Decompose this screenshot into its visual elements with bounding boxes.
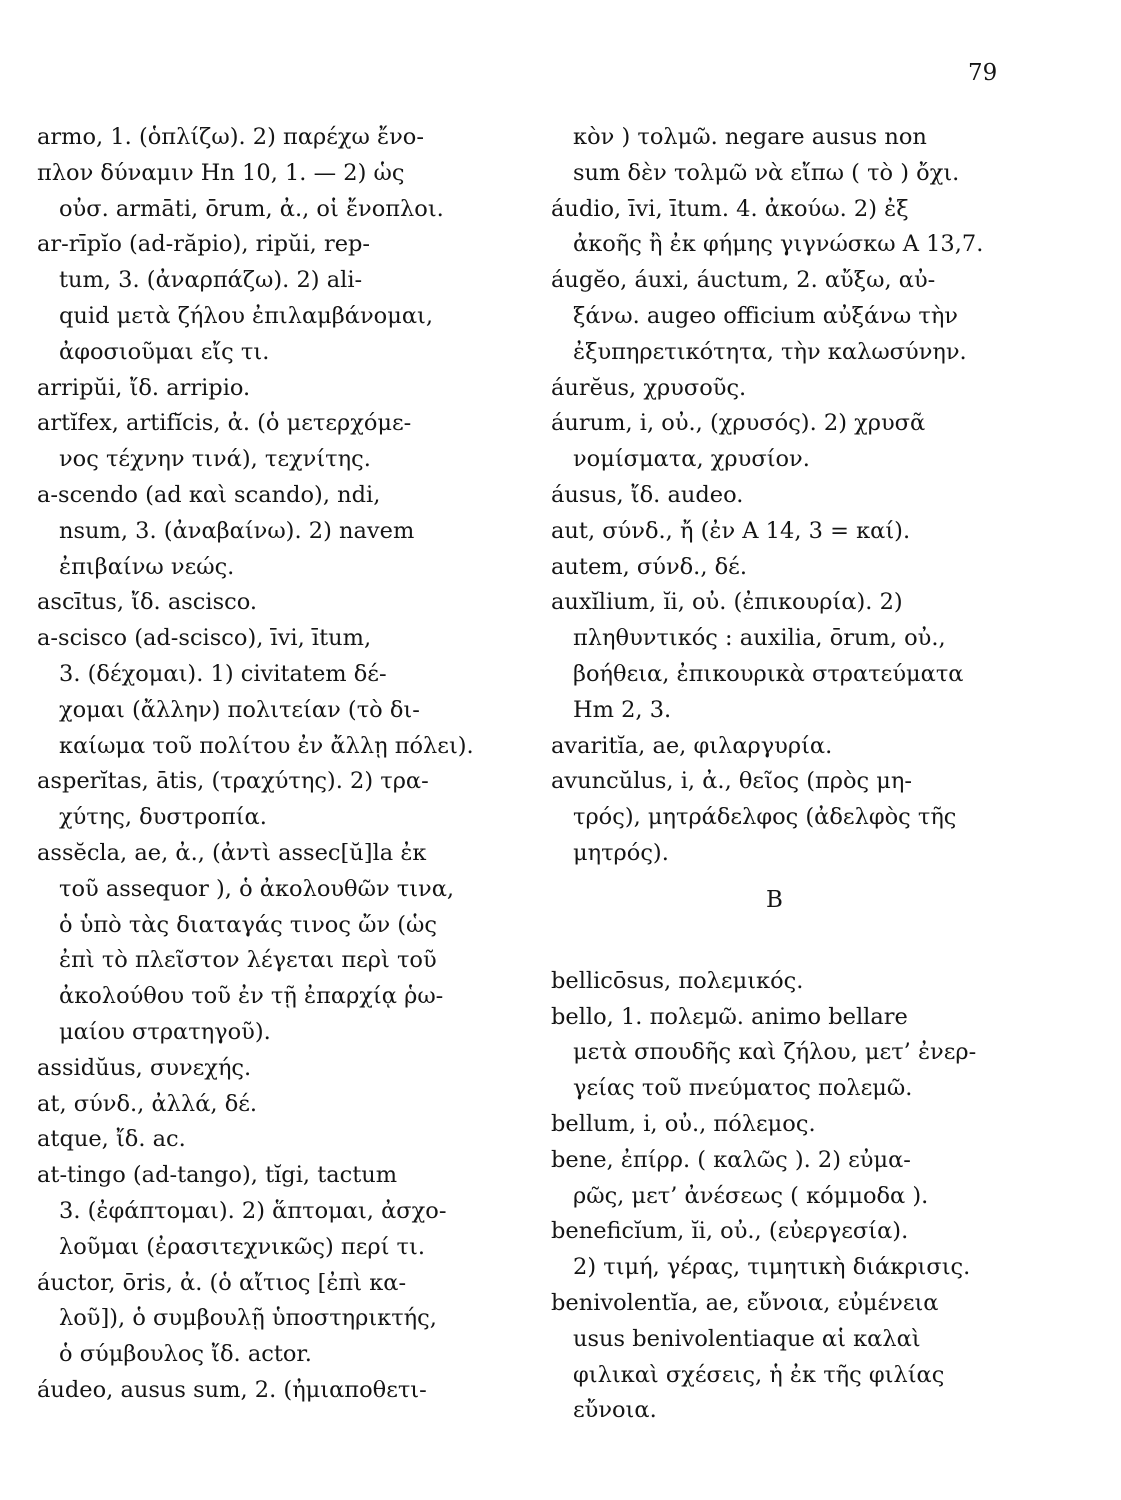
entry-headword-line: áurum, i, οὐ., (χρυσός). 2) χρυσᾶ xyxy=(551,410,926,437)
entry-headword-line: áurĕus, χρυσοῦς. xyxy=(551,374,747,401)
entry-continuation-line: ἀκολούθου τοῦ ἐν τῇ ἐπαρχίᾳ ῥω- xyxy=(59,983,444,1010)
entry-headword-line: a-scisco (ad-scisco), īvi, ītum, xyxy=(37,625,372,652)
entry-headword-line: áusus, ἴδ. audeo. xyxy=(551,481,744,508)
entry-continuation-line: ἀκοῆς ἢ ἐκ φήμης γιγνώσκω A 13,7. xyxy=(573,231,984,258)
entry-headword-line: ar-rīpĭo (ad-răpio), ripŭi, rep- xyxy=(37,231,371,258)
entry-continuation-line: tum, 3. (ἀναρπάζω). 2) ali- xyxy=(59,267,363,294)
entry-headword-line: aut, σύνδ., ἤ (ἐν A 14, 3 = καί). xyxy=(551,517,911,544)
entry-continuation-line: ἐξυπηρετικότητα, τὴν καλωσύνην. xyxy=(573,338,967,365)
entry-headword-line: áuctor, ōris, ἀ. (ὁ αἴτιος [ἐπὶ κα- xyxy=(37,1269,407,1296)
entry-headword-line: áugĕo, áuxi, áuctum, 2. αὔξω, αὐ- xyxy=(551,267,936,294)
entry-continuation-line: usus benivolentiaque αἱ καλαὶ xyxy=(573,1325,921,1352)
entry-continuation-line: nsum, 3. (ἀναβαίνω). 2) navem xyxy=(59,517,415,544)
entry-headword-line: atque, ἴδ. ac. xyxy=(37,1126,186,1153)
entry-headword-line: benivolentĭa, ae, εὔνοια, εὐμένεια xyxy=(551,1289,939,1316)
entry-continuation-line: μετὰ σπουδῆς καὶ ζήλου, μετ’ ἐνερ- xyxy=(573,1039,977,1066)
entry-continuation-line: εὔνοια. xyxy=(573,1397,657,1424)
entry-continuation-line: χύτης, δυστροπία. xyxy=(59,804,267,831)
right-column-entries-a xyxy=(551,120,998,872)
entry-headword-line: asperĭtas, ātis, (τραχύτης). 2) τρα- xyxy=(37,768,429,795)
entry-continuation-line: ἐπιβαίνω νεώς. xyxy=(59,553,235,580)
entry-continuation-line: βοήθεια, ἐπικουρικὰ στρατεύματα xyxy=(573,660,964,687)
entry-continuation-line: φιλικαὶ σχέσεις, ἡ ἐκ τῆς φιλίας xyxy=(573,1361,945,1388)
page-number: 79 xyxy=(968,60,998,86)
entry-headword-line: beneficĭum, ĭi, οὐ., (εὐεργεσία). xyxy=(551,1218,909,1245)
left-column xyxy=(37,120,520,1409)
right-column xyxy=(551,120,998,1429)
entry-continuation-line: quid μετὰ ζήλου ἐπιλαμβάνομαι, xyxy=(59,302,434,329)
entry-continuation-line: sum δὲν τολμῶ νὰ εἴπω ( τὸ ) ὄχι. xyxy=(573,159,960,186)
entry-continuation-line: 2) τιμή, γέρας, τιμητικὴ διάκρισις. xyxy=(573,1254,971,1281)
entry-continuation-line: ἐπὶ τὸ πλεῖστον λέγεται περὶ τοῦ xyxy=(59,947,437,974)
entry-headword-line: a-scendo (ad καὶ scando), ndi, xyxy=(37,481,381,508)
entry-continuation-line: μητρός). xyxy=(573,839,669,866)
entry-continuation-line: λοῦ]), ὁ συμβουλῇ ὑποστηρικτής, xyxy=(59,1305,437,1332)
entry-headword-line: ascītus, ἴδ. ascisco. xyxy=(37,589,258,616)
entry-continuation-line: νομίσματα, χρυσίον. xyxy=(573,446,810,473)
entry-continuation-line: ρῶς, μετ’ ἀνέσεως ( κόμμοδα ). xyxy=(573,1182,929,1209)
entry-continuation-line: ὁ ὑπὸ τὰς διαταγάς τινος ὤν (ὡς xyxy=(59,911,438,938)
entry-continuation-line: οὐσ. armāti, ōrum, ἀ., οἱ ἔνοπλοι. xyxy=(59,195,444,222)
entry-continuation-line: ἀφοσιοῦμαι εἴς τι. xyxy=(59,338,270,365)
entry-headword-line: assidŭus, συνεχής. xyxy=(37,1054,252,1081)
entry-headword-line: assĕcla, ae, ἀ., (ἀντὶ assec[ŭ]la ἐκ xyxy=(37,839,427,866)
entry-headword-line: armo, 1. (ὁπλίζω). 2) παρέχω ἔνο- xyxy=(37,124,424,150)
entry-continuation-line: καίωμα τοῦ πολίτου ἐν ἄλλῃ πόλει). xyxy=(59,732,474,759)
entry-headword-line: at-tingo (ad-tango), tĭgi, tactum xyxy=(37,1162,398,1189)
entry-headword-line: bellicōsus, πολεμικός. xyxy=(551,967,804,994)
entry-continuation-line: 3. (ἐφάπτομαι). 2) ἅπτομαι, ἀσχο- xyxy=(59,1197,447,1224)
entry-headword-line: áudeo, ausus sum, 2. (ἠμιαποθετι- xyxy=(37,1376,427,1403)
entry-headword-line: bello, 1. πολεμῶ. animo bellare xyxy=(551,1003,908,1030)
entry-continuation-line: κὸν ) τολμῶ. negare ausus non xyxy=(573,124,927,150)
section-spacer xyxy=(551,920,998,964)
entry-headword-line: áudio, īvi, ītum. 4. ἀκούω. 2) ἐξ xyxy=(551,195,909,222)
entry-continuation-line: τρός), μητράδελφος (ἀδελφὸς τῆς xyxy=(573,804,957,831)
entry-continuation-line: μαίου στρατηγοῦ). xyxy=(59,1018,271,1045)
entry-continuation-line: ξάνω. augeo officium αὐξάνω τὴν xyxy=(573,302,958,329)
entry-headword-line: artĭfex, artifĭcis, ἀ. (ὁ μετερχόμε- xyxy=(37,410,412,437)
entry-headword-line: at, σύνδ., ἀλλά, δέ. xyxy=(37,1090,258,1117)
right-column-entries-b xyxy=(551,964,998,1429)
entry-continuation-line: 3. (δέχομαι). 1) civitatem δέ- xyxy=(59,660,387,687)
entry-headword-line: πλον δύναμιν Hn 10, 1. — 2) ὡς xyxy=(37,159,405,186)
entry-continuation-line: Hm 2, 3. xyxy=(573,696,672,723)
entry-headword-line: bene, ἐπίρρ. ( καλῶς ). 2) εὐμα- xyxy=(551,1146,911,1173)
entry-headword-line: autem, σύνδ., δέ. xyxy=(551,553,747,580)
entry-continuation-line: πληθυντικός : auxilia, ōrum, οὐ., xyxy=(573,625,946,652)
entry-headword-line: bellum, i, οὐ., πόλεμος. xyxy=(551,1110,816,1137)
entry-continuation-line: χομαι (ἄλλην) πολιτείαν (τὸ δι- xyxy=(59,696,420,723)
entry-continuation-line: γείας τοῦ πνεύματος πολεμῶ. xyxy=(573,1075,913,1102)
entry-continuation-line: ὁ σύμβουλος ἴδ. actor. xyxy=(59,1341,312,1368)
entry-headword-line: arripŭi, ἴδ. arripio. xyxy=(37,374,251,401)
entry-headword-line: avaritĭa, ae, φιλαργυρία. xyxy=(551,732,833,759)
entry-headword-line: avuncŭlus, i, ἀ., θεῖος (πρὸς μη- xyxy=(551,768,913,795)
entry-continuation-line: νος τέχνην τινά), τεχνίτης. xyxy=(59,446,371,473)
entry-headword-line: auxĭlium, ĭi, οὐ. (ἐπικουρία). 2) xyxy=(551,589,903,616)
section-letter: B xyxy=(766,886,783,913)
entry-continuation-line: λοῦμαι (ἐρασιτεχνικῶς) περί τι. xyxy=(59,1233,425,1260)
entry-continuation-line: τοῦ assequor ), ὁ ἀκολουθῶν τινα, xyxy=(59,875,455,902)
